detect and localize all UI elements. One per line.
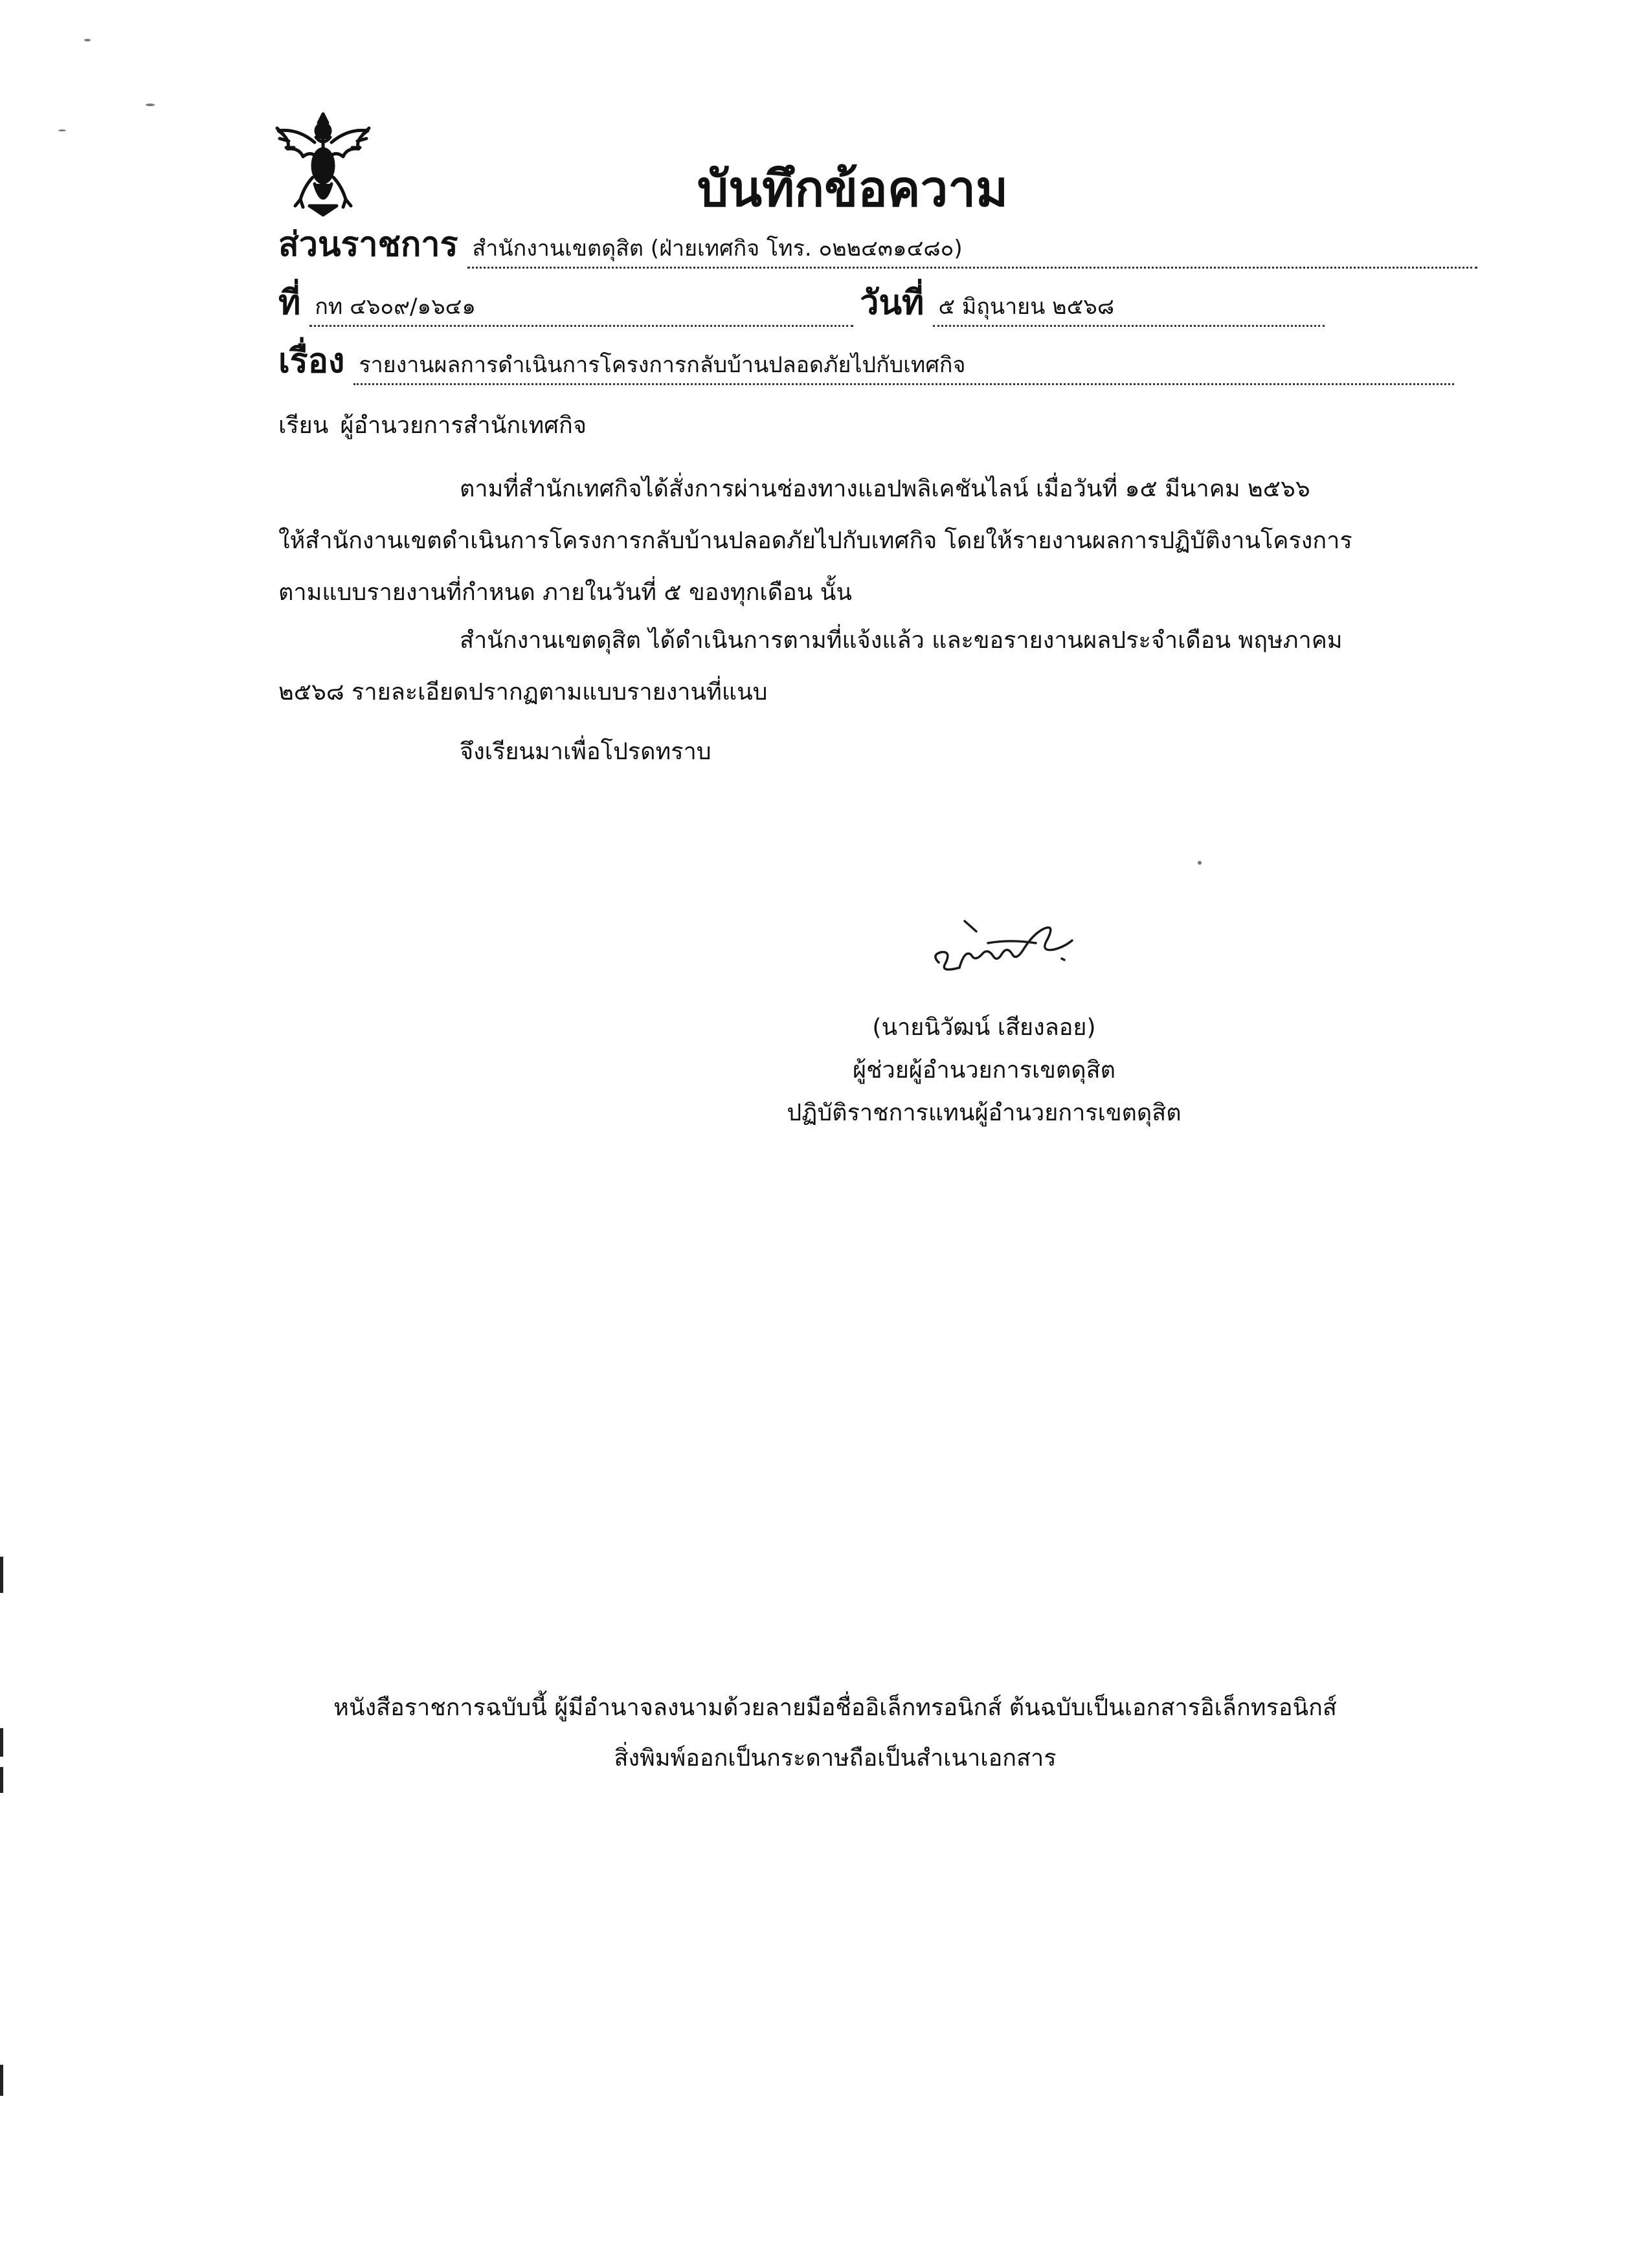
footer-line: สิ่งพิมพ์ออกเป็นกระดาษถือเป็นสำเนาเอกสาร	[614, 1745, 1057, 1772]
department-row	[278, 217, 1477, 271]
salutation-recipient: ผู้อำนวยการสำนักเทศกิจ	[340, 412, 587, 439]
memo-title: บันทึกข้อความ	[697, 160, 1009, 217]
signer-name: (นายนิวัฒน์ เสียงลอย)	[872, 1014, 1096, 1041]
reference-value: กท ๔๖๐๙/๑๖๔๑	[309, 289, 853, 327]
signer-acting-position: ปฏิบัติราชการแทนผู้อำนวยการเขตดุสิต	[787, 1100, 1182, 1126]
salutation-label: เรียน	[278, 412, 329, 439]
closing-text: จึงเรียนมาเพื่อโปรดทราบ	[460, 739, 711, 765]
handwritten-signature	[926, 903, 1094, 987]
scan-edge-mark	[0, 2065, 3, 2096]
scan-speck	[58, 129, 66, 131]
reference-row	[278, 275, 1325, 329]
scan-speck	[84, 39, 91, 41]
body-paragraph-2	[278, 615, 1437, 718]
date-label: วันที่	[860, 284, 924, 322]
subject-value: รายงานผลการดำเนินการโครงการกลับบ้านปลอดภัยไปกับเทศกิจ	[353, 347, 1454, 385]
department-value: สำนักงานเขตดุสิต (ฝ่ายเทศกิจ โทร. ๐๒๒๔๓๑๔๘๐)	[467, 230, 1477, 269]
signer-position: ผู้ช่วยผู้อำนวยการเขตดุสิต	[852, 1057, 1116, 1084]
scan-edge-mark	[0, 1728, 3, 1757]
footer-line: หนังสือราชการฉบับนี้ ผู้มีอำนาจลงนามด้วยลายมือชื่ออิเล็กทรอนิกส์ ต้นฉบับเป็นเอกสารอิเล็กทรอนิกส์	[333, 1695, 1337, 1721]
scan-edge-mark	[0, 1767, 3, 1793]
reference-label: ที่	[278, 284, 301, 322]
subject-label: เรื่อง	[278, 342, 345, 381]
date-value: ๕ มิถุนายน ๒๕๖๘	[933, 289, 1325, 327]
electronic-signature-notice	[246, 1683, 1424, 1784]
paragraph-line: ตามแบบรายงานที่กำหนด ภายในวันที่ ๕ ของทุกเดือน นั้น	[278, 579, 853, 606]
signer-block	[712, 1006, 1256, 1135]
scan-edge-mark	[0, 1557, 3, 1593]
paragraph-line: สำนักงานเขตดุสิต ได้ดำเนินการตามที่แจ้งแล้ว และขอรายงานผลประจำเดือน พฤษภาคม	[460, 627, 1343, 654]
paragraph-line: ตามที่สำนักเทศกิจได้สั่งการผ่านช่องทางแอปพลิเคชันไลน์ เมื่อวันที่ ๑๕ มีนาคม ๒๕๖๖	[460, 476, 1310, 502]
scan-speck	[1198, 861, 1202, 865]
subject-row	[278, 333, 1454, 387]
scan-speck	[146, 104, 155, 106]
body-paragraph-1	[278, 463, 1437, 619]
department-label: ส่วนราชการ	[278, 225, 458, 264]
salutation	[278, 406, 587, 443]
paragraph-line: ๒๕๖๘ รายละเอียดปรากฏตามแบบรายงานที่แนบ	[278, 679, 768, 706]
paragraph-line: ให้สำนักงานเขตดำเนินการโครงการกลับบ้านปลอดภัยไปกับเทศกิจ โดยให้รายงานผลการปฏิบัติงานโครงการ	[278, 528, 1352, 554]
